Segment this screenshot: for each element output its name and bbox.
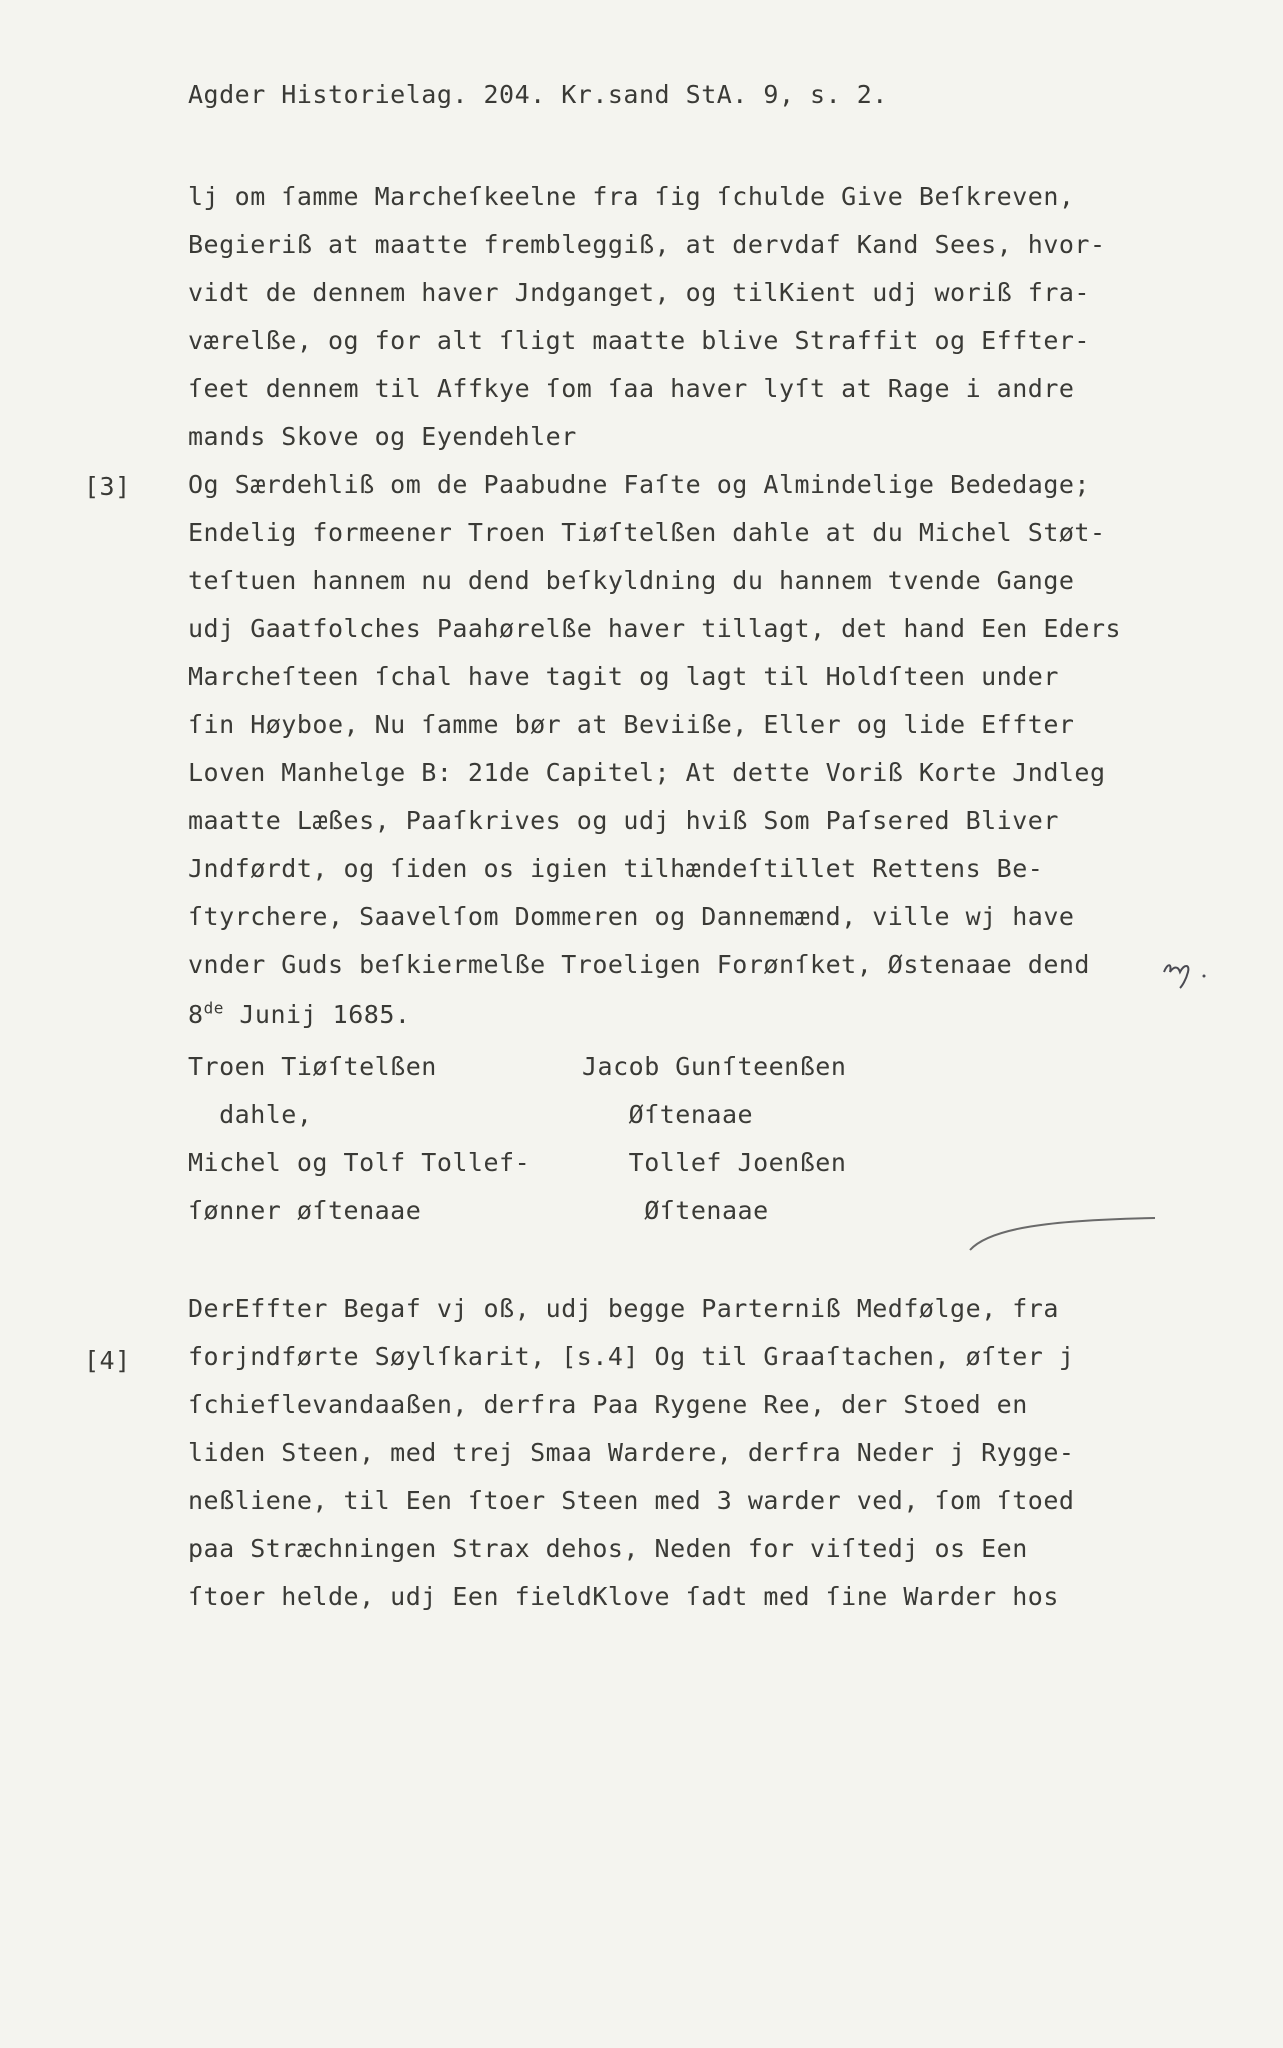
handwritten-mark-icon: [1160, 950, 1210, 990]
text-line: ſchieflevandaaßen, derfra Paa Rygene Ree, der Stoed en: [188, 1390, 1028, 1419]
text-line: teſtuen hannem nu dend beſkyldning du hannem tvende Gange: [188, 566, 1075, 595]
signature-left: Michel og Tolf Tollef-: [188, 1148, 531, 1177]
date-day: 8: [188, 1000, 204, 1029]
signature-right: Øſtenaae: [582, 1100, 754, 1129]
text-line: Jndførdt, og ſiden os igien tilhændeſtillet Rettens Be-: [188, 854, 1044, 883]
date-rest: Junij 1685.: [223, 1000, 411, 1029]
text-line: vnder Guds beſkiermelße Troeligen Forønſket, Østenaae dend: [188, 950, 1090, 979]
text-line: paa Stræchningen Strax dehos, Neden for viſtedj os Een: [188, 1534, 1028, 1563]
text-line: ſtoer helde, udj Een fieldKlove ſadt med ſine Warder hos: [188, 1582, 1059, 1611]
signature-right: Jacob Gunſteenßen: [582, 1052, 847, 1081]
text-line: Begieriß at maatte frembleggiß, at dervdaf Kand Sees, hvor-: [188, 230, 1106, 259]
signature-left: dahle,: [188, 1100, 313, 1129]
signature-right: Tollef Joenßen: [582, 1148, 847, 1177]
text-line: værelße, og for alt ſligt maatte blive Straffit og Effter-: [188, 326, 1090, 355]
text-line: Endelig formeener Troen Tiøſtelßen dahle at du Michel Støt-: [188, 518, 1106, 547]
text-line: liden Steen, med trej Smaa Wardere, derfra Neder j Rygge-: [188, 1438, 1075, 1467]
text-line: Og Særdehliß om de Paabudne Faſte og Almindelige Bededage;: [188, 470, 1090, 499]
date-line: [188, 1000, 410, 1030]
text-line: ſeet dennem til Affkye ſom ſaa haver lyſt at Rage i andre: [188, 374, 1075, 403]
signature-left: ſønner øſtenaae: [188, 1196, 422, 1225]
text-line: ſtyrchere, Saavelſom Dommeren og Dannemænd, ville wj have: [188, 902, 1075, 931]
text-line: Loven Manhelge B: 21de Capitel; At dette Voriß Korte Jndleg: [188, 758, 1106, 787]
text-line: maatte Læßes, Paaſkrives og udj hviß Som Paſsered Bliver: [188, 806, 1059, 835]
page-header: Agder Historielag. 204. Kr.sand StA. 9, s. 2.: [188, 80, 888, 109]
text-line: forjndførte Søylſkarit, [s.4] Og til Graaſtachen, øſter j: [188, 1342, 1075, 1371]
margin-number: [4]: [84, 1346, 131, 1375]
text-line: Marcheſteen ſchal have tagit og lagt til Holdſteen under: [188, 662, 1059, 691]
margin-number: [3]: [84, 472, 131, 501]
signature-left: Troen Tiøſtelßen: [188, 1052, 437, 1081]
text-line: ſin Høyboe, Nu ſamme bør at Beviiße, Eller og lide Effter: [188, 710, 1075, 739]
text-line: mands Skove og Eyendehler: [188, 422, 577, 451]
text-line: DerEffter Begaf vj oß, udj begge Parterniß Medfølge, fra: [188, 1294, 1059, 1323]
date-ordinal: de: [203, 998, 224, 1018]
text-line: vidt de dennem haver Jndganget, og tilKient udj woriß fra-: [188, 278, 1090, 307]
signature-right: Øſtenaae: [582, 1196, 769, 1225]
text-line: neßliene, til Een ſtoer Steen med 3 warder ved, ſom ſtoed: [188, 1486, 1075, 1515]
text-line: udj Gaatfolches Paahørelße haver tillagt, det hand Een Eders: [188, 614, 1122, 643]
pen-stroke-icon: [960, 1200, 1160, 1260]
text-line: lj om ſamme Marcheſkeelne fra ſig ſchulde Give Beſkreven,: [188, 182, 1075, 211]
